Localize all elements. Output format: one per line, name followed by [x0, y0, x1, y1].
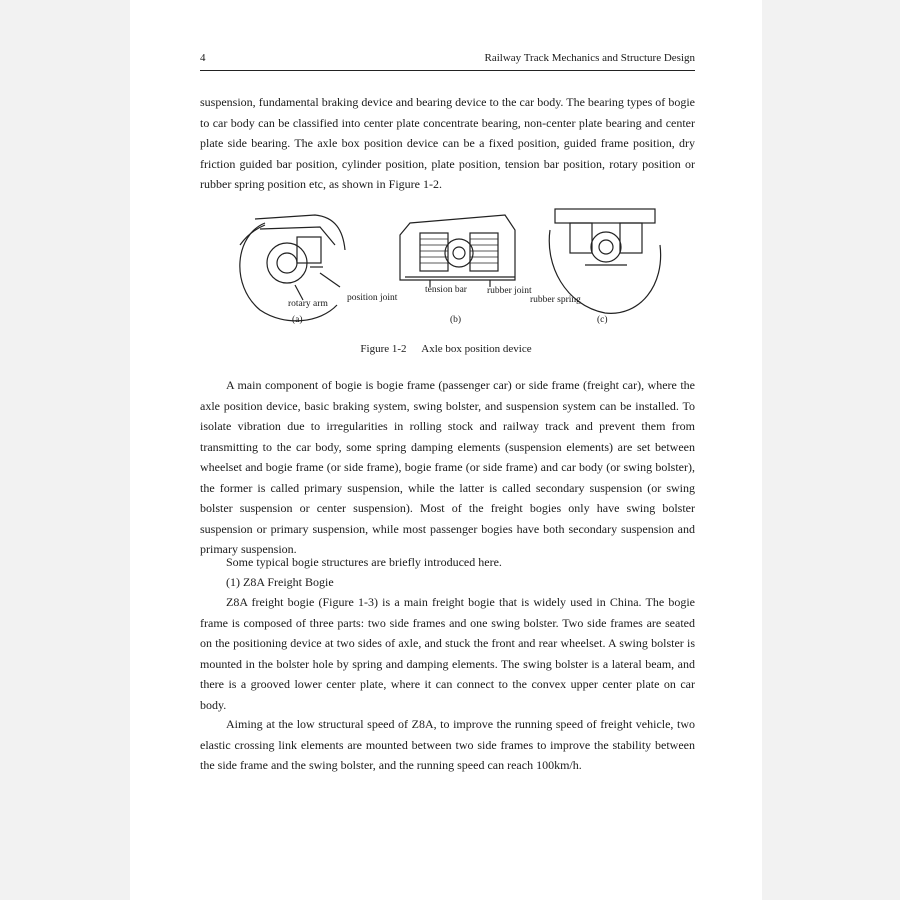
paragraph-2: A main component of bogie is bogie frame (passenger car) or side frame (freight car), where the axle position device, basic braking system, swing bolster, and suspension system can be installed. To isolate vibration due to irregularities in rolling stock and railway track and prevent them from transmitting to the car body, some spring damping elements (suspension elements) are set between wheelset and bogie frame (or side frame), bogie frame (or side frame) and car body (or swing bolster), the former is called primary suspension, while the latter is called secondary suspension (or swing bolster suspension or center suspension). Most of the freight bogies only have swing bolster suspension or primary suspension, while most passenger bogies have both secondary suspension and primary suspension. [200, 378, 695, 556]
paragraph-1: suspension, fundamental braking device and bearing device to the car body. The bearing types of bogie to car body can be classified into center plate concentrate bearing, non-center plate bearing and center plate side bearing. The axle box position device can be a fixed position, guided frame position, dry friction guided bar position, cylinder position, plate position, tension bar position, rotary position or rubber spring position etc, as shown in Figure 1-2. [200, 95, 695, 191]
label-rotary-arm: rotary arm [288, 299, 328, 309]
page-number: 4 [200, 52, 206, 64]
paragraph-4: Z8A freight bogie (Figure 1-3) is a main freight bogie that is widely used in China. The bogie frame is composed of three parts: two side frames and one swing bolster. Two side frames are seated on the positioning device at two sides of axle, and stuck the front and rear wheelset. A swing bolster is mounted in the bolster hole by spring and damping elements. The swing bolster is a lateral beam, and there is a grooved lower center plate, where it can connect to the convex upper center plate on car body. [200, 595, 695, 712]
axle-box-b [445, 239, 473, 267]
axle-box-drawings [225, 205, 665, 333]
axle-box-c [591, 232, 621, 262]
figure-caption [130, 343, 762, 355]
figure-1-2 [225, 205, 665, 333]
label-tension-bar: tension bar [425, 285, 467, 295]
label-c: (c) [597, 315, 608, 325]
paragraph-5: Aiming at the low structural speed of Z8A, to improve the running speed of freight vehicle, two elastic crossing link elements are mounted between two side frames to improve the stability between the side frame and the swing bolster, and the running speed can reach 100km/h. [200, 717, 695, 772]
label-a: (a) [292, 315, 303, 325]
caption-number: Figure 1-2 [360, 343, 407, 355]
paragraph-3: Some typical bogie structures are briefly introduced here. [226, 555, 502, 569]
caption-text: Axle box position device [421, 343, 532, 355]
running-header [200, 52, 695, 71]
label-rubber-joint: rubber joint [487, 286, 532, 296]
book-title: Railway Track Mechanics and Structure Design [484, 52, 695, 64]
label-b: (b) [450, 315, 462, 325]
section-heading: (1) Z8A Freight Bogie [226, 575, 334, 589]
label-position-joint: position joint [347, 293, 398, 303]
label-rubber-spring: rubber spring [530, 295, 581, 305]
